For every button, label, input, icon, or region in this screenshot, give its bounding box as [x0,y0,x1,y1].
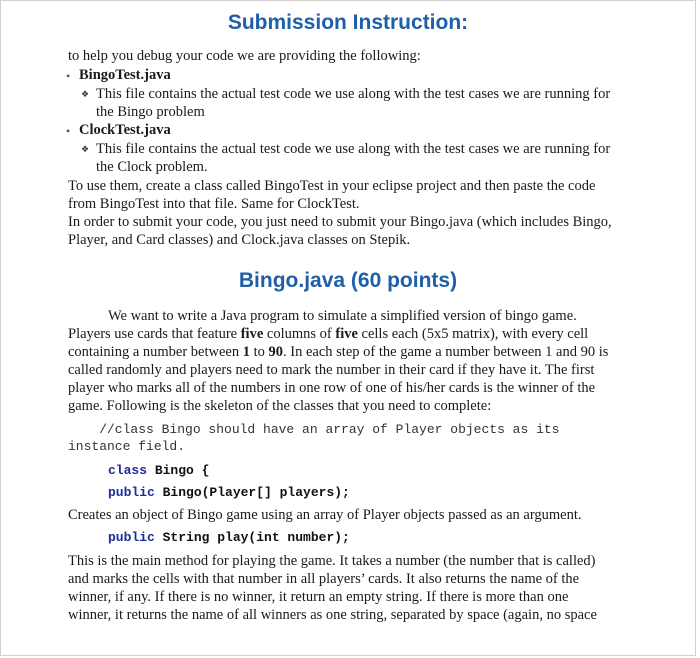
para-line: In order to submit your code, you just need to submit your Bingo.java (which includes Bingo, [68,214,612,230]
play-desc-line: winner, it returns the name of all winners as one string, separated by space (again, no space [68,607,597,623]
para-line: Player, and Card classes) and Clock.java classes on Stepik. [68,232,411,248]
bingo-desc-line6: game. Following is the skeleton of the classes that you need to complete: [68,398,492,414]
submission-heading: Submission Instruction: [227,11,469,34]
bingo-desc-line5: player who marks all of the numbers in one row of one of his/her cards is the winner of the [68,380,596,396]
code-class-declaration: class Bingo { [108,463,210,478]
sub-bullet-icon: ❖ [81,144,90,154]
code-comment-line1: //class Bingo should have an array of Player objects as its [68,422,560,437]
intro-text: to help you debug your code we are providing the following: [68,48,421,64]
bingo-desc-line4: called randomly and players need to mark the number in their card if they have it. The first [68,362,595,378]
bingo-desc-line2: Players use cards that feature five columns of five cells each (5x5 matrix), with every cell [68,326,589,342]
file-name-bingotest: BingoTest.java [79,67,171,83]
play-desc-line: winner, if any. If there is no winner, it return an empty string. If there is more than one [68,589,569,605]
file-desc-clocktest-line2: the Clock problem. [96,159,208,175]
file-name-clocktest: ClockTest.java [79,122,171,138]
file-desc-bingotest-line2: the Bingo problem [96,104,205,120]
play-desc-line: and marks the cells with that number in all players’ cards. It also returns the name of the [68,571,580,587]
bingo-desc-line3: containing a number between 1 to 90. In each step of the game a number between 1 and 90 is [68,344,609,360]
code-comment-line2: instance field. [68,439,186,454]
bingo-heading: Bingo.java (60 points) [238,269,458,292]
code-constructor-signature: public Bingo(Player[] players); [108,485,350,500]
para-line: from BingoTest into that file. Same for ClockTest. [68,196,360,212]
bullet-icon: • [66,124,71,138]
constructor-description: Creates an object of Bingo game using an array of Player objects passed as an argument. [68,507,582,523]
bingo-desc-line1: We want to write a Java program to simulate a simplified version of bingo game. [108,308,577,324]
play-desc-line: This is the main method for playing the game. It takes a number (the number that is called) [68,553,596,569]
bullet-icon: • [66,69,71,83]
code-play-signature: public String play(int number); [108,530,350,545]
file-desc-bingotest-line1: This file contains the actual test code we use along with the test cases we are running for [96,86,611,102]
file-desc-clocktest-line1: This file contains the actual test code we use along with the test cases we are running for [96,141,611,157]
sub-bullet-icon: ❖ [81,89,90,99]
para-line: To use them, create a class called BingoTest in your eclipse project and then paste the code [68,178,596,194]
